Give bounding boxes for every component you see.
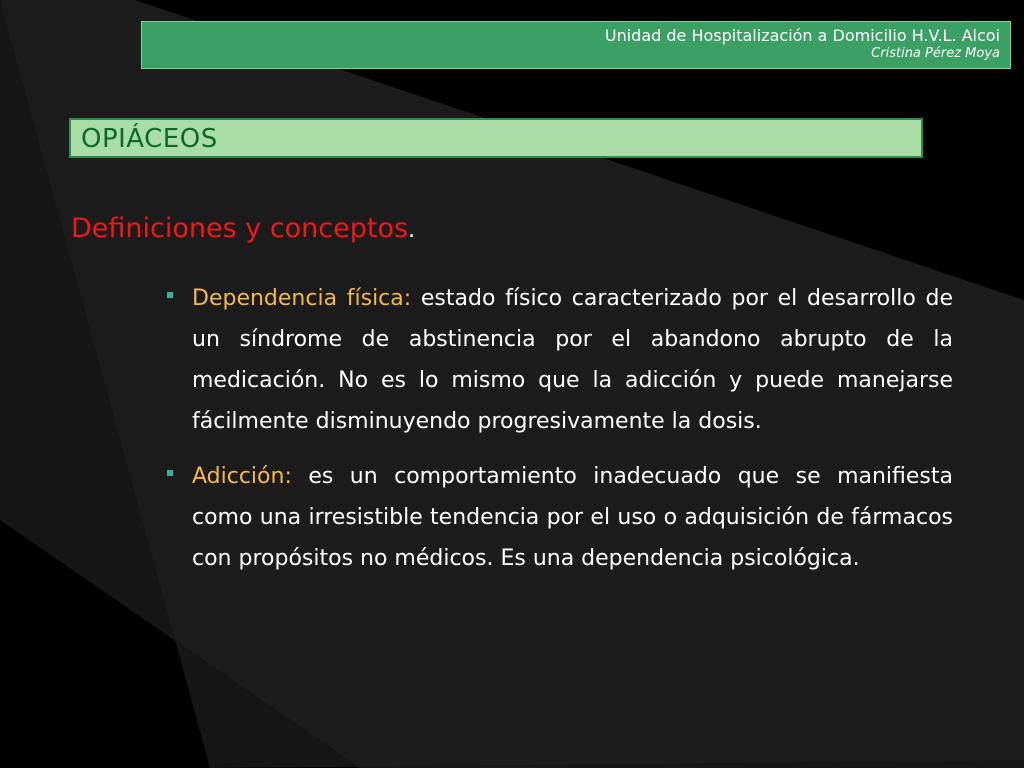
section-heading-text: Definiciones y conceptos [71,213,409,244]
bullet-text [192,278,953,442]
list-item [165,456,953,579]
bullet-term: Adicción: [192,464,292,489]
bullet-definition: estado físico caracterizado por el desarrollo de un síndrome de abstinencia por el abandono abrupto de la medicación. No es lo mismo que la adicción y puede manejarse fácilmente disminuyendo progresivamente la dosis. [192,286,954,434]
bullet-term: Dependencia física: [192,286,412,311]
bullet-list [165,278,953,593]
bullet-square-icon [167,470,173,476]
section-heading [71,210,415,250]
bullet-definition: es un comportamiento inadecuado que se manifiesta como una irresistible tendencia por el uso o adquisición de fármacos con propósitos no médicos. Es una dependencia psicológica. [192,464,953,571]
header-bar [141,21,1011,69]
section-heading-period: . [408,218,416,243]
slide-title-box [69,118,923,158]
header-unit-name: Unidad de Hospitalización a Domicilio H.V.L. Alcoi [604,26,1000,45]
slide-title: OPIÁCEOS [81,124,218,154]
bullet-text [192,456,953,579]
list-item [165,278,953,442]
header-author-name: Cristina Pérez Moya [871,46,1000,61]
bullet-square-icon [167,292,173,298]
